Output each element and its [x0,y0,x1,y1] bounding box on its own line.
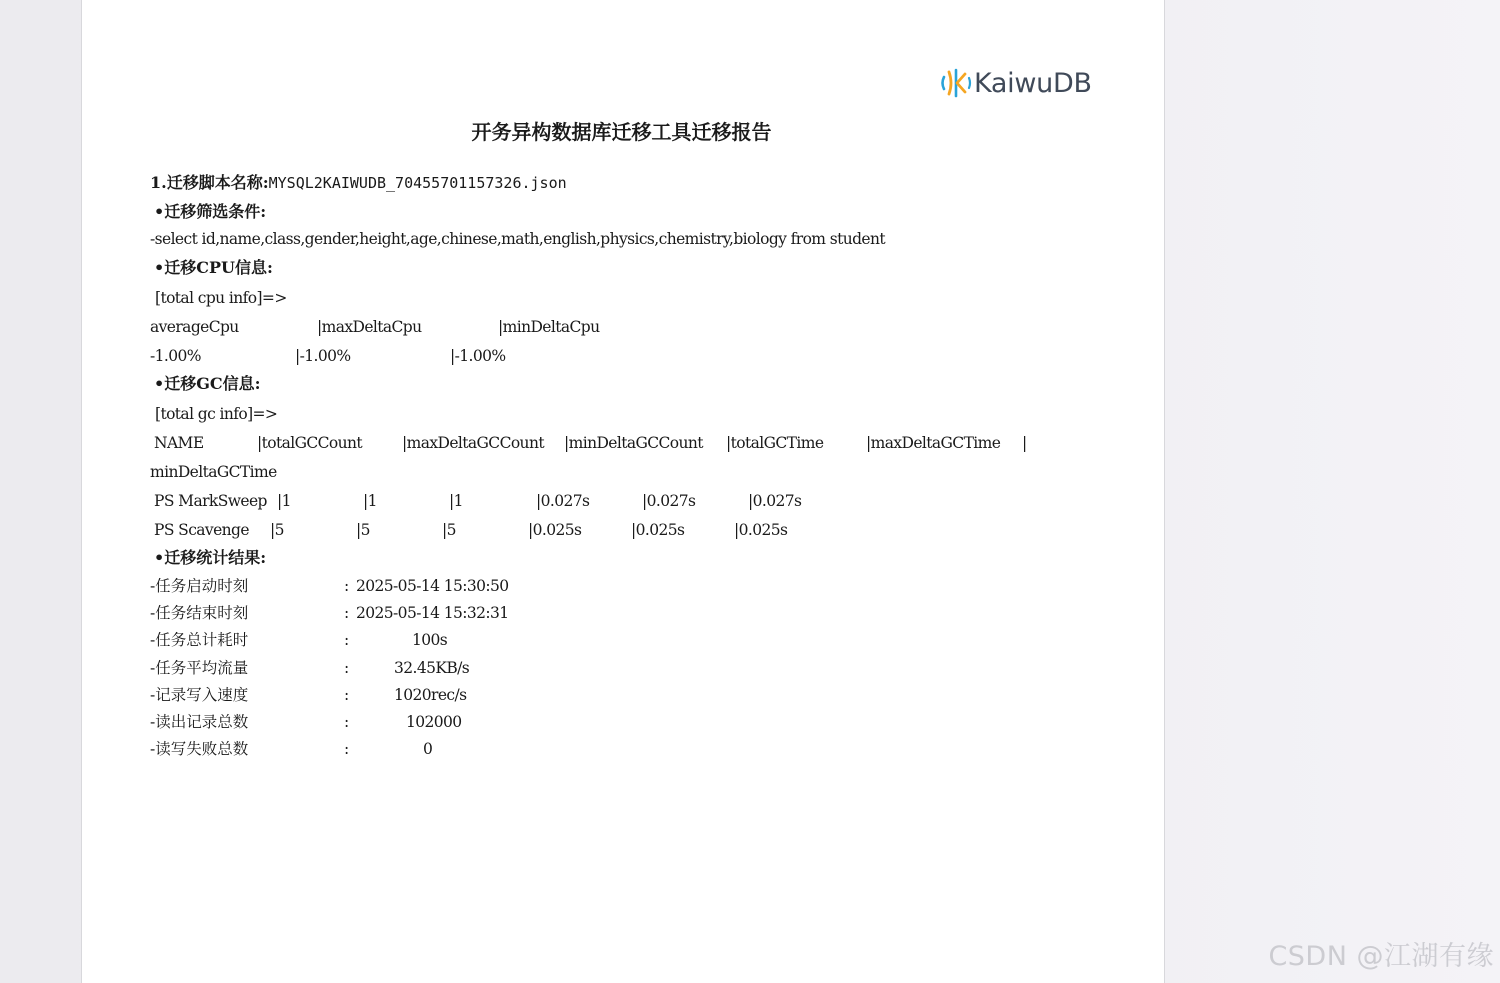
brand-name: KaiwuDB [974,67,1092,99]
stat-label: -任务结束时刻 [150,604,249,622]
stat-label: -任务平均流量 [150,659,249,677]
kaiwudb-logo-icon [938,66,972,100]
gc-header-wrap: minDeltaGCTime [150,463,277,481]
stats-heading: •迁移统计结果: [154,548,267,567]
gc-header-cell: |maxDeltaGCTime [866,434,1001,452]
stat-separator: : [344,604,350,622]
gc-row-cell: |0.027s [642,492,696,510]
gc-row-cell: PS MarkSweep [154,492,267,510]
cpu-header-cell: |maxDeltaCpu [317,318,422,336]
gc-row-cell: |5 [270,521,284,539]
gc-row-cell: |5 [442,521,456,539]
brand-logo [938,64,1092,102]
stat-separator: : [344,713,350,731]
watermark: CSDN @江湖有缘 [1268,941,1494,972]
stat-value: 32.45KB/s [394,659,470,677]
stat-label: -读出记录总数 [150,713,249,731]
stat-value: 0 [423,740,433,758]
cpu-value-cell: |-1.00% [450,347,506,365]
stat-separator: : [344,659,350,677]
stat-value: 100s [412,631,448,649]
stat-label: -读写失败总数 [150,740,249,758]
script-name-line [150,173,567,193]
gc-row-cell: PS Scavenge [154,521,249,539]
gc-row-cell: |0.025s [734,521,788,539]
stat-separator: : [344,740,350,758]
stat-separator: : [344,577,350,595]
document-title: 开务异构数据库迁移工具迁移报告 [471,120,772,144]
gc-header-cell: |totalGCCount [257,434,363,452]
gc-row-cell: |0.027s [536,492,590,510]
filter-heading: •迁移筛选条件: [154,202,267,221]
script-name-label: 1.迁移脚本名称: [150,173,269,192]
gc-row-cell: |0.027s [748,492,802,510]
gc-row-cell: |1 [363,492,377,510]
gc-row-cell: |0.025s [528,521,582,539]
gc-header-cell: |minDeltaGCCount [564,434,703,452]
stat-label: -任务启动时刻 [150,577,249,595]
gc-total-label: [total gc info]=> [155,405,278,423]
filter-value: -select id,name,class,gender,height,age,chinese,math,english,physics,chemistry,biology from student [150,230,886,248]
stat-separator: : [344,686,350,704]
gc-header-cell: NAME [154,434,204,452]
gc-row-cell: |5 [356,521,370,539]
cpu-value-cell: |-1.00% [295,347,351,365]
cpu-heading: •迁移CPU信息: [154,258,273,277]
cpu-total-label: [total cpu info]=> [155,289,287,307]
cpu-header-cell: averageCpu [150,318,239,336]
stat-value: 1020rec/s [394,686,467,704]
cpu-value-cell: -1.00% [150,347,201,365]
gc-header-cell: |maxDeltaGCCount [402,434,544,452]
gc-header-cell: | [1022,434,1027,452]
gc-header-cell: |totalGCTime [726,434,824,452]
script-name-value: MYSQL2KAIWUDB_70455701157326.json [268,174,567,192]
stat-value: 2025-05-14 15:32:31 [356,604,509,622]
stat-value: 2025-05-14 15:30:50 [356,577,509,595]
gc-row-cell: |1 [449,492,463,510]
gc-heading: •迁移GC信息: [154,374,261,393]
stat-separator: : [344,631,350,649]
gc-row-cell: |0.025s [631,521,685,539]
cpu-header-cell: |minDeltaCpu [498,318,600,336]
stat-label: -任务总计耗时 [150,631,249,649]
stat-value: 102000 [406,713,462,731]
gc-row-cell: |1 [277,492,291,510]
stat-label: -记录写入速度 [150,686,249,704]
